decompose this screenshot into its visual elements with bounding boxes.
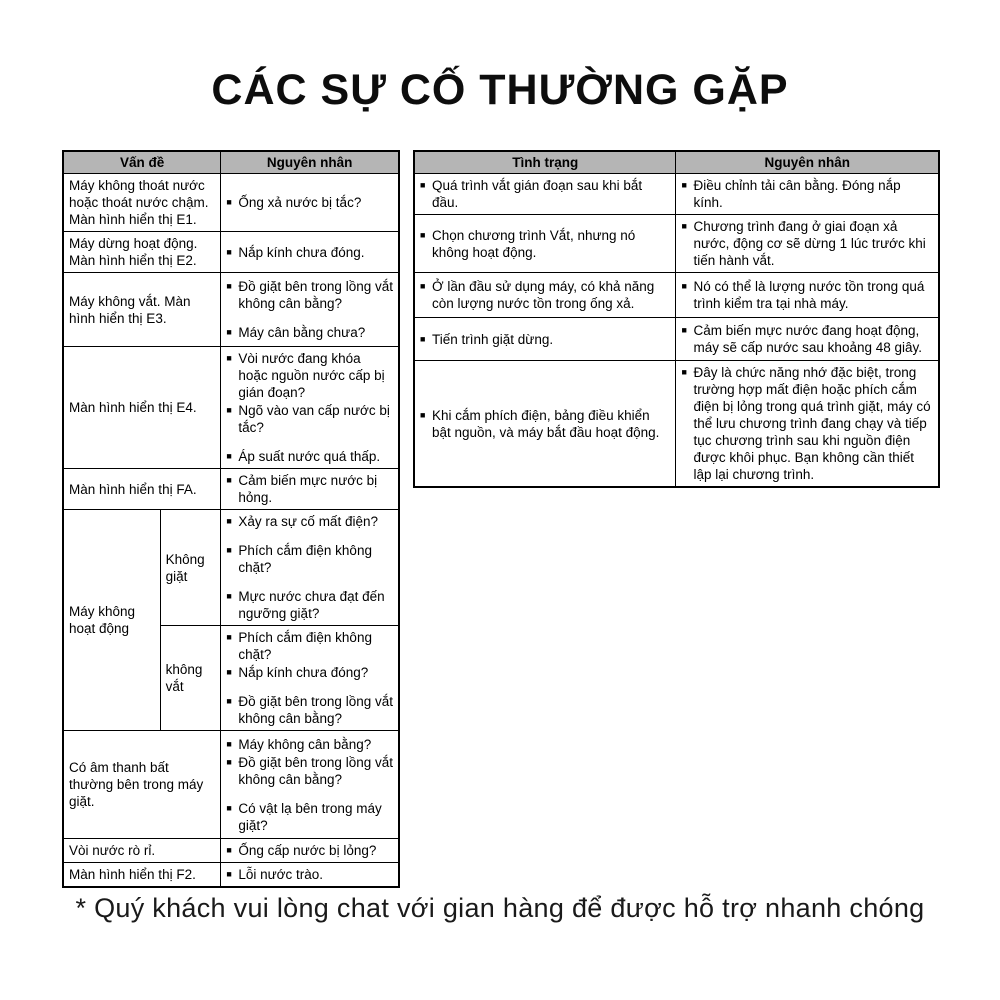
bullet-icon: ■ [226,738,232,749]
cause-cell [676,174,939,215]
right-header-cause: Nguyên nhân [676,151,939,174]
cause-item [226,664,393,681]
cause-text: Phích cắm điện không chặt? [238,543,372,575]
cause-text: Nắp kính chưa đóng? [238,665,369,680]
status-item [420,407,670,441]
table-row [414,318,939,361]
status-cell [414,361,676,488]
status-text: Khi cắm phích điện, bảng điều khiển bật nguồn, và máy bắt đầu hoạt động. [432,407,660,440]
cause-item [681,364,933,483]
bullet-icon: ■ [226,869,232,879]
bullet-icon: ■ [226,475,232,485]
bullet-icon: ■ [681,325,687,335]
table-row [63,273,399,347]
cause-item [226,629,393,663]
status-cell [414,215,676,273]
table-header-row [63,151,399,174]
cause-cell [221,174,399,232]
left-header-cause: Nguyên nhân [221,151,399,174]
bullet-icon: ■ [226,545,232,555]
table-row [63,232,399,273]
table-row [414,273,939,318]
status-text: Chọn chương trình Vắt, nhưng nó không hoạt động. [432,227,636,260]
cause-cell [676,361,939,488]
cause-item [226,194,393,211]
cause-text: Ngõ vào van cấp nước bị tắc? [238,403,390,435]
cause-item [226,244,393,261]
cause-text: Ống xả nước bị tắc? [238,195,362,210]
cause-cell [221,510,399,626]
problem-cell: Máy không thoát nước hoặc thoát nước chậm. Màn hình hiển thị E1. [63,174,221,232]
bullet-icon: ■ [681,221,687,231]
cause-cell [221,863,399,888]
cause-cell [221,839,399,863]
cause-item [226,800,393,834]
support-footnote: * Quý khách vui lòng chat với gian hàng để được hỗ trợ nhanh chóng [75,893,925,923]
cause-text: Đồ giặt bên trong lồng vắt không cân bằng? [238,754,393,787]
subcategory-cell: Không giặt [160,510,221,626]
problems-table-right [413,150,940,488]
cause-text: Đồ giặt bên trong lồng vắt không cân bằng? [238,694,393,726]
table-row [63,731,399,839]
bullet-icon: ■ [226,246,232,257]
table-row [63,347,399,469]
left-header-problem: Vấn đề [63,151,221,174]
cause-text: Đồ giặt bên trong lồng vắt không cân bằng? [238,279,393,311]
problem-cell: Vòi nước rò rỉ. [63,839,221,863]
cause-text: Lỗi nước trào. [238,867,324,882]
cause-item [226,402,393,436]
problems-table-left [62,150,400,888]
bullet-icon: ■ [226,451,232,461]
table-row [414,361,939,488]
cause-cell [676,273,939,318]
status-text: Tiến trình giặt dừng. [432,331,554,347]
cause-text: Chương trình đang ở giai đoạn xả nước, động cơ sẽ dừng 1 lúc trước khi tiến hành vắt. [693,219,926,268]
bullet-icon: ■ [226,696,232,706]
cause-cell [221,626,399,731]
cause-text: Có vật lạ bên trong máy giặt? [238,800,382,833]
bullet-icon: ■ [226,667,232,677]
cause-item [226,472,393,506]
table-row [414,215,939,273]
cause-item [226,588,393,622]
status-cell [414,318,676,361]
problem-cell: Màn hình hiển thị E4. [63,347,221,469]
bullet-icon: ■ [681,367,687,377]
problem-cell: Màn hình hiển thị FA. [63,469,221,510]
cause-cell [676,215,939,273]
bullet-icon: ■ [226,591,232,601]
table-row [63,839,399,863]
subcategory-cell: không vắt [160,626,221,731]
bullet-icon: ■ [226,327,232,337]
bullet-icon: ■ [420,281,426,291]
problem-cell: Màn hình hiển thị F2. [63,863,221,888]
cause-text: Điều chỉnh tải cân bằng. Đóng nắp kính. [693,178,901,210]
cause-item [226,736,393,753]
table-header-row [414,151,939,174]
page-title: CÁC SỰ CỐ THƯỜNG GẶP [211,66,789,114]
bullet-icon: ■ [226,353,232,363]
cause-text: Máy không cân bằng? [238,736,372,752]
cause-text: Phích cắm điện không chặt? [238,630,372,662]
cause-text: Cảm biến mực nước đang hoạt động, máy sẽ cấp nước sau khoảng 48 giây. [693,323,923,355]
cause-item [226,513,393,530]
bullet-icon: ■ [420,409,426,420]
cause-item [226,350,393,401]
status-item [420,177,670,211]
cause-cell [221,469,399,510]
status-item [420,331,670,348]
cause-text: Mực nước chưa đạt đến ngưỡng giặt? [238,589,385,621]
cause-item [226,693,393,727]
cause-item [226,448,393,465]
bullet-icon: ■ [226,281,232,291]
cause-item [226,542,393,576]
cause-cell [676,318,939,361]
bullet-icon: ■ [681,281,687,291]
bullet-icon: ■ [226,632,232,642]
cause-text: Vòi nước đang khóa hoặc nguồn nước cấp bị gián đoạn? [238,351,385,400]
cause-text: Máy cân bằng chưa? [238,325,366,340]
cause-item [681,278,933,312]
problem-cell: Có âm thanh bất thường bên trong máy giặt. [63,731,221,839]
cause-item [226,842,393,859]
problem-cell: Máy không hoạt động [63,510,160,731]
bullet-icon: ■ [226,405,232,415]
cause-cell [221,731,399,839]
bullet-icon: ■ [420,180,426,190]
cause-text: Ống cấp nước bị lỏng? [238,843,377,858]
status-item [420,227,670,261]
cause-text: Xảy ra sự cố mất điện? [238,514,378,529]
cause-item [226,278,393,312]
cause-item [681,177,933,211]
bullet-icon: ■ [420,333,426,344]
bullet-icon: ■ [226,845,232,855]
table-row [414,174,939,215]
right-header-status: Tình trạng [414,151,676,174]
bullet-icon: ■ [681,180,687,190]
cause-item [226,324,393,341]
cause-cell [221,232,399,273]
problem-cell: Máy dừng hoạt động. Màn hình hiển thị E2. [63,232,221,273]
cause-item [681,322,933,356]
cause-item [226,866,393,883]
cause-cell [221,273,399,347]
table-row [63,863,399,888]
status-cell [414,273,676,318]
table-row [63,510,399,626]
problem-cell: Máy không vắt. Màn hình hiển thị E3. [63,273,221,347]
table-row [63,469,399,510]
status-text: Ở lần đầu sử dụng máy, có khả năng còn lượng nước tồn trong ống xả. [432,279,655,311]
bullet-icon: ■ [226,516,232,526]
cause-text: Đây là chức năng nhớ đặc biệt, trong trường hợp mất điện hoặc phích cắm điện bị lỏng trong quá trình giặt, máy có thể lưu chương trình đang chạy và tiếp tục chương trình sau khi nguồn điện được khôi phục. Bạn không cần thiết lập lại chương trình. [693,365,931,482]
cause-text: Nó có thể là lượng nước tồn trong quá trình kiểm tra tại nhà máy. [693,279,925,311]
bullet-icon: ■ [226,197,232,207]
cause-text: Nắp kính chưa đóng. [238,244,365,260]
cause-text: Áp suất nước quá thấp. [238,449,381,464]
bullet-icon: ■ [226,756,232,767]
status-item [420,278,670,312]
cause-item [681,218,933,269]
bullet-icon: ■ [420,229,426,240]
status-text: Quá trình vắt gián đoạn sau khi bắt đầu. [432,178,643,210]
cause-text: Cảm biến mực nước bị hỏng. [238,473,378,505]
table-row [63,174,399,232]
bullet-icon: ■ [226,802,232,813]
cause-item [226,754,393,788]
cause-cell [221,347,399,469]
status-cell [414,174,676,215]
